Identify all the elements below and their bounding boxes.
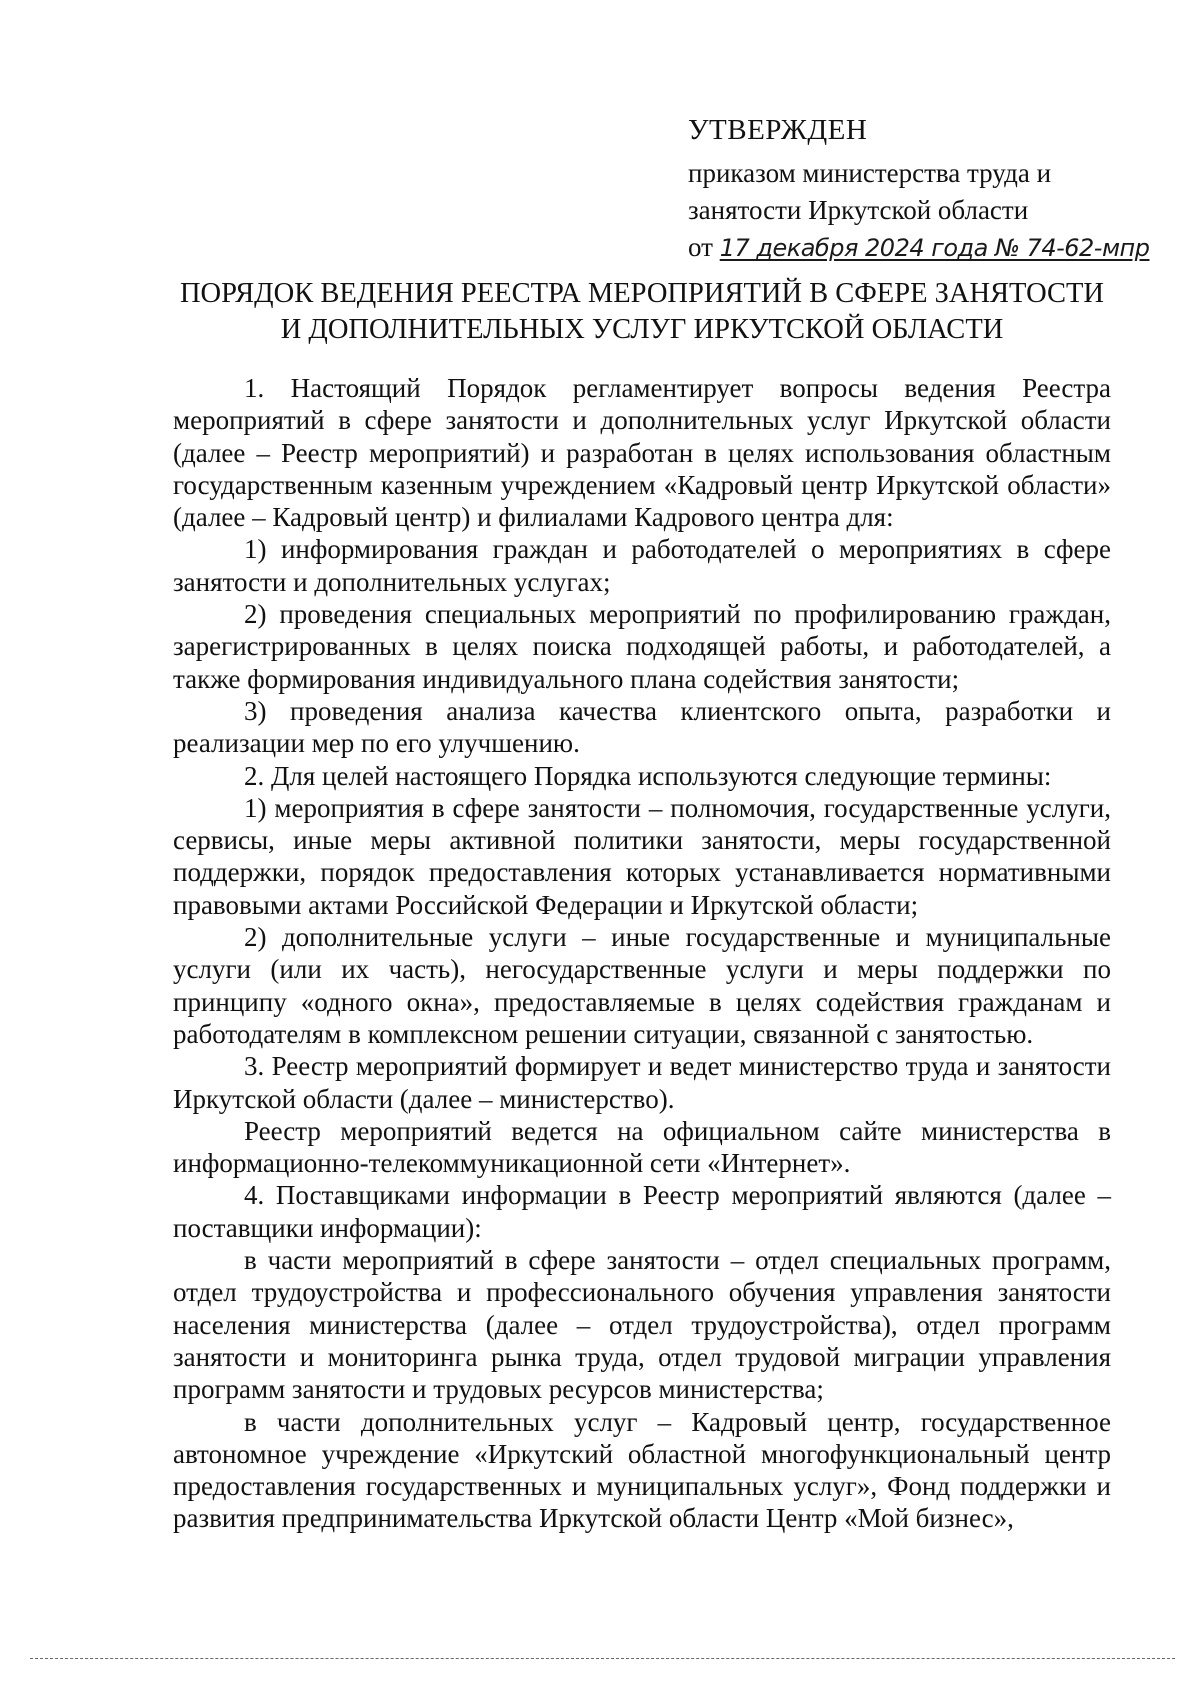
paragraph-2-term-2: 2) дополнительные услуги – иные государственные и муниципальные услуги (или их часть), негосударственные услуги и меры поддержки по принципу «одного окна», предоставляемые в целях содействия гражданам и работодателям в комплексном решении ситуации, связанной с занятостью. bbox=[173, 922, 1111, 1049]
paragraph-1-item-2: 2) проведения специальных мероприятий по профилированию граждан, зарегистрированных в целях поиска подходящей работы, и работодателей, а также формирования индивидуального плана содействия занятости; bbox=[173, 599, 1111, 694]
approval-heading: УТВЕРЖДЕН bbox=[688, 114, 868, 146]
document-body bbox=[173, 372, 1111, 1535]
approval-order-line bbox=[688, 229, 1158, 267]
handwritten-order-number: 17 декабря 2024 года № 74-62-мпр bbox=[719, 234, 1150, 262]
approval-stamp bbox=[688, 112, 1158, 267]
approval-line-1: приказом министерства труда и bbox=[688, 158, 1052, 188]
paragraph-2: 2. Для целей настоящего Порядка используются следующие термины: bbox=[244, 760, 1052, 791]
paragraph-1: 1. Настоящий Порядок регламентирует вопросы ведения Реестра мероприятий в сфере занятости и дополнительных услуг Иркутской области (далее – Реестр мероприятий) и разработан в целях использования областным государственным казенным учреждением «Кадровый центр Иркутской области» (далее – Кадровый центр) и филиалами Кадрового центра для: bbox=[173, 373, 1111, 533]
paragraph-4-additional: в части дополнительных услуг – Кадровый центр, государственное автономное учреждение «Иркутский областной многофункциональный центр предоставления государственных и муниципальных услуг», Фонд поддержки и развития предпринимательства Иркутской области Центр «Мой бизнес», bbox=[173, 1406, 1111, 1534]
paragraph-1-item-1: 1) информирования граждан и работодателей о мероприятиях в сфере занятости и дополнительных услугах; bbox=[173, 534, 1111, 597]
paragraph-2-term-1: 1) мероприятия в сфере занятости – полномочия, государственные услуги, сервисы, иные меры активной политики занятости, меры государственной поддержки, порядок предоставления которых устанавливается нормативными правовыми актами Российской Федерации и Иркутской области; bbox=[173, 792, 1111, 920]
approval-line-2: занятости Иркутской области bbox=[688, 195, 1029, 225]
page-bottom-rule bbox=[30, 1658, 1175, 1659]
approval-prefix: от bbox=[688, 232, 713, 262]
paragraph-1-item-3: 3) проведения анализа качества клиентского опыта, разработки и реализации мер по его улучшению. bbox=[173, 695, 1111, 759]
document-title bbox=[172, 276, 1112, 348]
paragraph-3-note: Реестр мероприятий ведется на официальном сайте министерства в информационно-телекоммуникационной сети «Интернет». bbox=[173, 1115, 1111, 1179]
paragraph-4-employment: в части мероприятий в сфере занятости – отдел специальных программ, отдел трудоустройства и профессионального обучения управления занятости населения министерства (далее – отдел трудоустройства), отдел программ занятости и мониторинга рынка труда, отдел трудовой миграции управления программ занятости и трудовых ресурсов министерства; bbox=[173, 1245, 1111, 1405]
paragraph-3: 3. Реестр мероприятий формирует и ведет министерство труда и занятости Иркутской области (далее – министерство). bbox=[173, 1051, 1111, 1114]
paragraph-4: 4. Поставщиками информации в Реестр мероприятий являются (далее – поставщики информации): bbox=[173, 1180, 1111, 1243]
title-line-1: ПОРЯДОК ВЕДЕНИЯ РЕЕСТРА МЕРОПРИЯТИЙ В СФЕРЕ ЗАНЯТОСТИ bbox=[179, 278, 1105, 309]
title-line-2: И ДОПОЛНИТЕЛЬНЫХ УСЛУГ ИРКУТСКОЙ ОБЛАСТИ bbox=[280, 314, 1004, 345]
